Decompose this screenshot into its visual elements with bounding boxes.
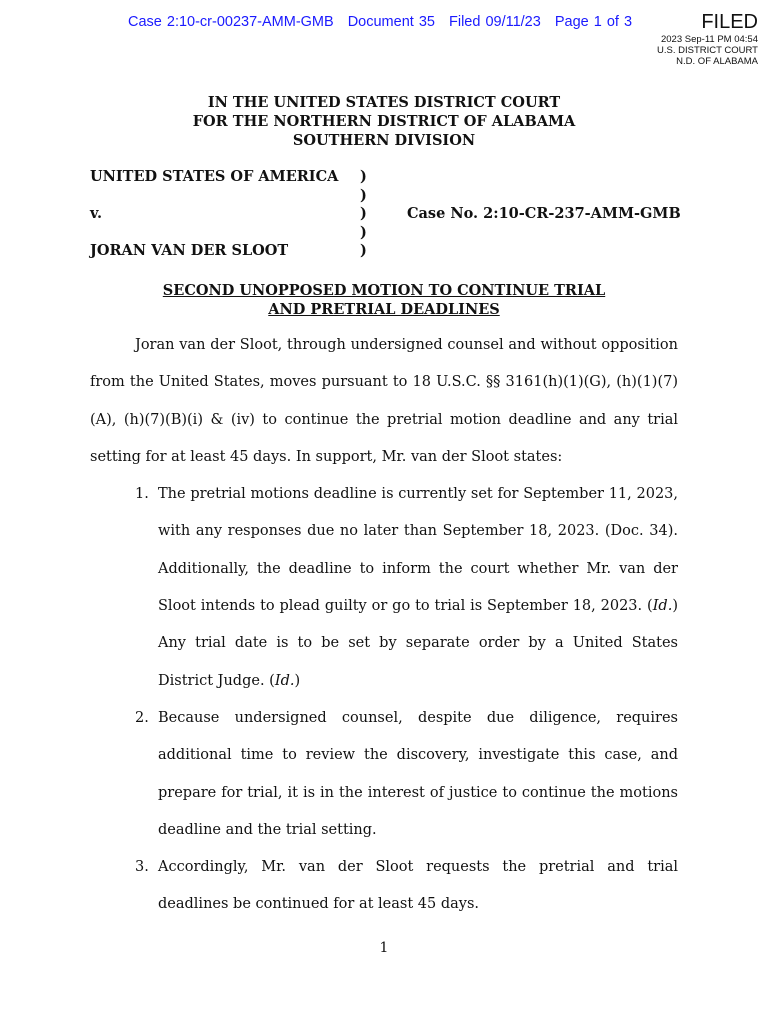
- citation-id: Id.: [652, 598, 673, 615]
- list-item: [90, 700, 678, 849]
- list-item-number: 3.: [135, 859, 149, 876]
- court-heading-line-1: IN THE UNITED STATES DISTRICT COURT: [207, 94, 561, 111]
- court-heading-line-3: SOUTHERN DIVISION: [292, 132, 476, 149]
- caption-paren: ): [360, 242, 367, 259]
- court-heading: [0, 93, 768, 150]
- filed-court: U.S. DISTRICT COURT: [657, 45, 758, 56]
- filed-date: 2023 Sep-11 PM 04:54: [660, 34, 758, 45]
- filed-district: N.D. OF ALABAMA: [676, 56, 758, 67]
- list-item: [90, 476, 678, 700]
- ecf-document-number: Document 35: [347, 14, 435, 30]
- caption-paren: ): [360, 186, 367, 204]
- list-item-number: 1.: [135, 486, 149, 503]
- page-number: 1: [379, 940, 389, 956]
- ecf-page-count: Page 1 of 3: [554, 14, 633, 30]
- citation-id: Id.: [274, 672, 295, 689]
- motion-body: [90, 327, 678, 924]
- list-item-text: ) Any trial date is to be set by separate order by a United States District Judge. (: [158, 598, 678, 689]
- list-item-text: Accordingly, Mr. van der Sloot requests the pretrial and trial deadlines be continued for at least 45 days.: [158, 859, 678, 913]
- filed-stamp: [608, 10, 758, 67]
- list-item-text: ): [294, 672, 301, 689]
- caption-paren: ): [360, 223, 367, 241]
- case-caption: [90, 168, 690, 261]
- motion-title-line-1: SECOND UNOPPOSED MOTION TO CONTINUE TRIAL: [162, 282, 606, 299]
- list-item-number: 2.: [135, 709, 149, 726]
- ecf-filed-date: Filed 09/11/23: [448, 14, 541, 30]
- list-item: [90, 849, 678, 924]
- caption-paren: ): [360, 168, 367, 185]
- caption-defendant: JORAN VAN DER SLOOT: [90, 242, 289, 259]
- ecf-header: [128, 14, 641, 30]
- intro-paragraph: Joran van der Sloot, through undersigned counsel and without opposition from the United States, moves pursuant to 18 U.S.C. §§ 3161(h)(1)(G), (h)(1)(7)(A), (h)(7)(B)(i) & (iv) to continue the pretrial motion deadline and any trial setting for at least 45 days. In support, Mr. van der Sloot states:: [90, 337, 678, 465]
- list-item-text: Because undersigned counsel, despite due diligence, requires additional time to review the discovery, investigate this case, and prepare for trial, it is in the interest of justice to continue the motions deadline and the trial setting.: [158, 709, 678, 838]
- caption-paren: ): [360, 205, 367, 222]
- numbered-list: [90, 476, 678, 924]
- filed-word: FILED: [701, 11, 758, 33]
- caption-plaintiff: UNITED STATES OF AMERICA: [90, 168, 339, 185]
- ecf-case-number: Case 2:10-cr-00237-AMM-GMB: [128, 14, 334, 30]
- caption-case-number: Case No. 2:10-CR-237-AMM-GMB: [407, 205, 681, 222]
- caption-versus: v.: [90, 205, 103, 222]
- list-item-text: The pretrial motions deadline is currently set for September 11, 2023, with any responses due no later than September 18, 2023. (Doc. 34). Additionally, the deadline to inform the court whether Mr. van der Sloot intends to plead guilty or go to trial is September 18, 2023. (: [158, 486, 678, 615]
- motion-title-line-2: AND PRETRIAL DEADLINES: [268, 301, 500, 318]
- court-heading-line-2: FOR THE NORTHERN DISTRICT OF ALABAMA: [192, 113, 576, 130]
- motion-title: [0, 281, 768, 319]
